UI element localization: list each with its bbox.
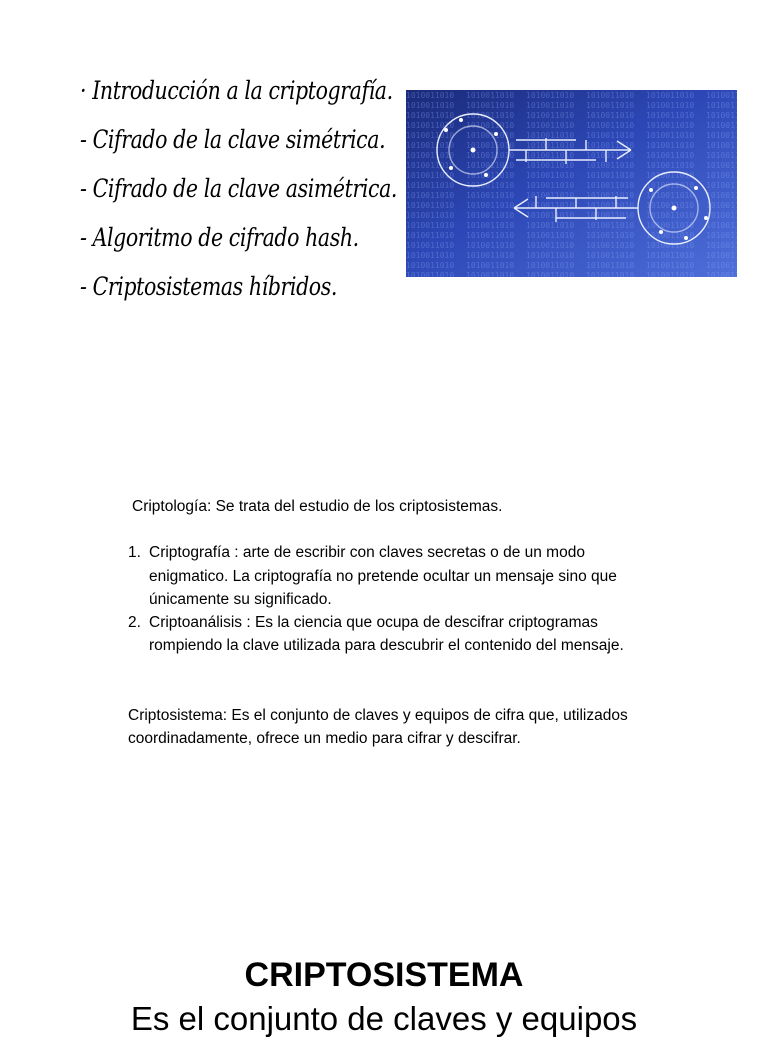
definitions-block [128,495,648,750]
list-number: 2. [128,614,141,632]
cryptanalysis-definition: Criptoanálisis : Es la ciencia que ocupa de descifrar criptogramas rompiendo la clave utilizada para descubrir el contenido del mensaje. [149,614,624,655]
digital-keys-image [406,90,737,277]
cryptology-definition: Criptología: Se trata del estudio de los criptosistemas. [132,498,503,515]
list-item [128,541,648,611]
section-heading: CRIPTOSISTEMA [244,956,524,994]
list-number: 1. [128,544,141,562]
section-subheading: Es el conjunto de claves y equipos [130,1000,638,1037]
topic-item: - Criptosistemas híbridos. [80,272,337,301]
topic-item: - Algoritmo de cifrado hash. [80,223,359,252]
topic-item: · Introducción a la criptografía. [80,76,393,105]
list-item [128,611,648,658]
cryptosystem-definition: Criptosistema: Es el conjunto de claves y equipos de cifra que, utilizados coordinadamente, ofrece un medio para cifrar y descifrar. [128,706,628,748]
cryptography-definition: Criptografía : arte de escribir con claves secretas o de un modo enigmatico. La criptografía no pretende ocultar un mensaje sino que únicamente su significado. [149,544,617,608]
topic-item: - Cifrado de la clave asimétrica. [80,174,397,203]
definitions-list [128,541,648,657]
topic-item: - Cifrado de la clave simétrica. [80,125,386,154]
